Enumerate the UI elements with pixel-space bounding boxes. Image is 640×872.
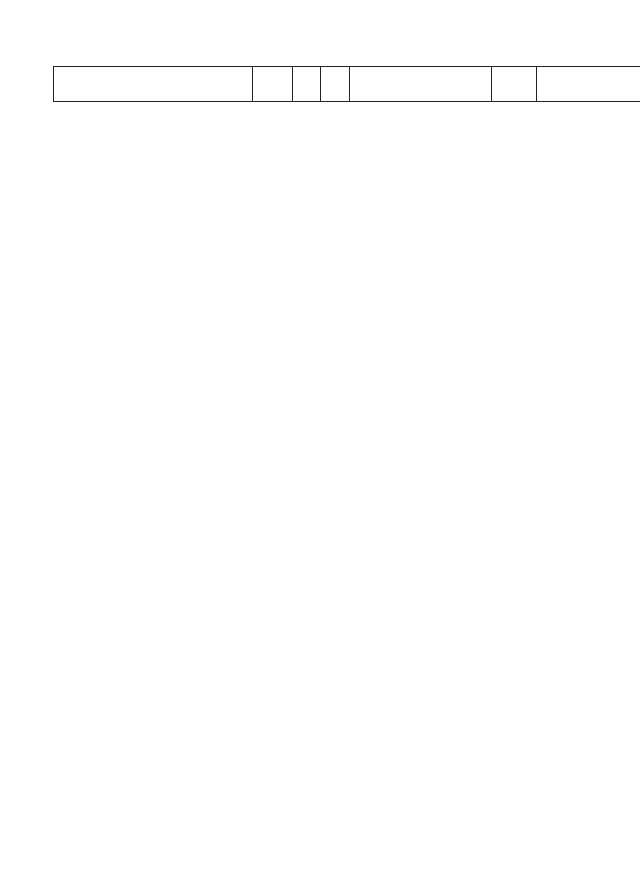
header-sum bbox=[537, 67, 640, 101]
header-vr bbox=[492, 67, 537, 101]
header-pr bbox=[321, 67, 350, 101]
header-name bbox=[54, 67, 253, 101]
header-rz bbox=[293, 67, 321, 101]
header-kvsr bbox=[253, 67, 293, 101]
table-header bbox=[53, 66, 640, 102]
header-csr bbox=[350, 67, 492, 101]
